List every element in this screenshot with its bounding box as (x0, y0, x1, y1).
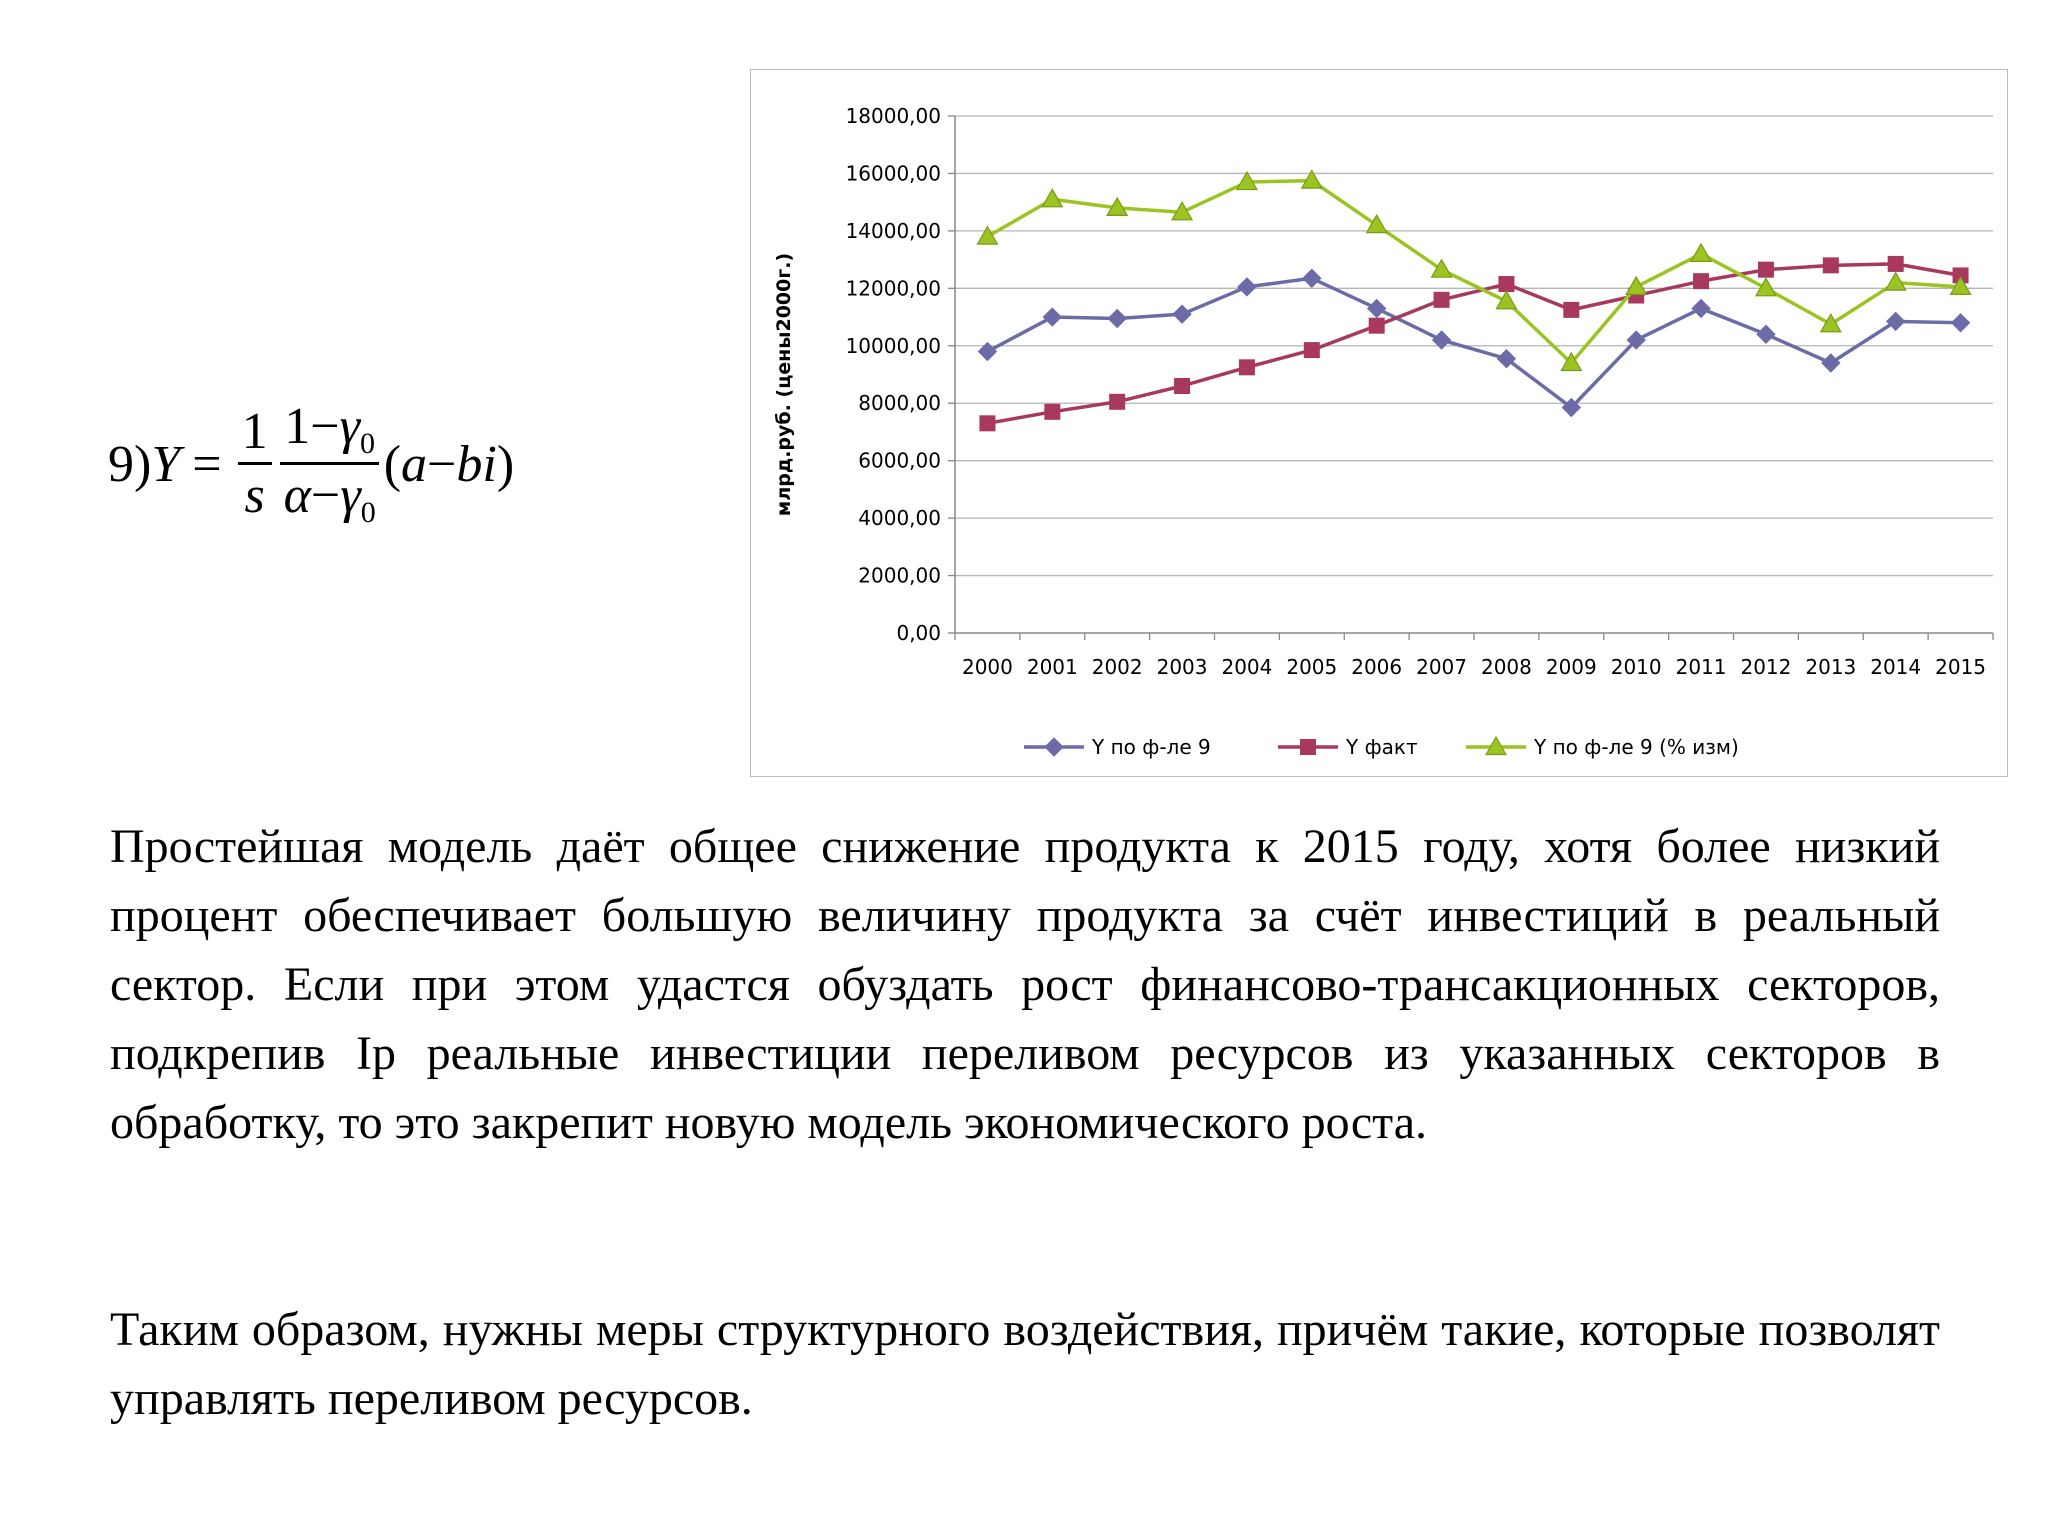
data-point (1691, 244, 1711, 262)
x-tick-label: 2008 (1480, 655, 1532, 679)
x-tick-label: 2002 (1091, 655, 1143, 679)
data-point (1042, 189, 1062, 207)
x-tick-label: 2012 (1740, 655, 1792, 679)
denominator-alpha: α (283, 466, 311, 524)
x-tick-label: 2001 (1026, 655, 1078, 679)
data-point (979, 415, 995, 431)
formula-prefix: 9) (108, 435, 152, 493)
y-tick-label: 14000,00 (845, 218, 941, 243)
legend (1024, 735, 1739, 759)
series-2 (979, 256, 1968, 431)
rhs-bi: bi (456, 435, 497, 493)
rhs-close-paren: ) (496, 435, 515, 493)
data-point (1692, 299, 1710, 317)
series-line (987, 181, 1960, 363)
x-tick-label: 2003 (1156, 655, 1208, 679)
series-3 (977, 171, 1970, 371)
data-point (1304, 342, 1320, 358)
y-tick-label: 10000,00 (845, 333, 941, 358)
x-tick-label: 2010 (1610, 655, 1662, 679)
data-point (1952, 314, 1970, 332)
y-tick-label: 16000,00 (845, 161, 941, 186)
numerator-minus: − (310, 398, 340, 455)
data-point (1756, 278, 1776, 296)
data-point (1758, 262, 1774, 278)
y-tick-label: 6000,00 (858, 448, 941, 473)
data-point (1174, 378, 1190, 394)
data-point (1434, 292, 1450, 308)
fraction2-denominator (280, 465, 380, 529)
x-tick-label: 2009 (1545, 655, 1597, 679)
y-tick-label: 8000,00 (858, 391, 941, 416)
data-point (1109, 394, 1125, 410)
line-chart (750, 69, 2008, 777)
data-point (1173, 305, 1191, 323)
data-point (1821, 314, 1841, 332)
data-point (1823, 257, 1839, 273)
data-point (1757, 325, 1775, 343)
y-tick-label: 18000,00 (845, 104, 941, 128)
formula-lhs: Y (151, 435, 181, 493)
data-point (1367, 215, 1387, 233)
data-point (1303, 269, 1321, 287)
data-point (1888, 256, 1904, 272)
series (977, 171, 1970, 432)
x-tick-label: 2005 (1286, 655, 1338, 679)
data-point (1238, 278, 1256, 296)
formula (108, 400, 514, 528)
legend-entry (1466, 735, 1739, 759)
legend-entry (1024, 735, 1211, 759)
data-point (1369, 318, 1385, 334)
paragraph-conclusion: Простейшая модель даёт общее снижение продукта к 2015 году, хотя более низкий процент обеспечивает большую величину продукта за счёт инвестиций в реальный сектор. Если при этом удастся обуздать рост финансово-трансакционных секторов, подкрепив Ip реальные инвестиции переливом ресурсов из указанных секторов в обработку, то это закрепит новую модель экономического роста. (110, 820, 1940, 1149)
data-point (977, 227, 997, 245)
gridlines (955, 116, 1993, 576)
x-tick-label: 2007 (1416, 655, 1468, 679)
y-tick-label: 0,00 (896, 621, 941, 645)
legend-label: Y по ф-ле 9 (1092, 735, 1211, 759)
y-tick-label: 4000,00 (858, 506, 941, 531)
y-tick-label: 12000,00 (845, 276, 941, 301)
chart-canvas (751, 70, 2009, 778)
numerator-gamma-subscript: 0 (360, 427, 376, 460)
data-point (1693, 273, 1709, 289)
data-point (1368, 299, 1386, 317)
data-point (1108, 309, 1126, 327)
denominator-minus: − (310, 466, 341, 524)
y-axis-label: млрд.руб. (цены2000г.) (773, 252, 795, 517)
axes (846, 104, 1993, 679)
data-point (1043, 308, 1061, 326)
legend-entry (1278, 735, 1418, 759)
data-point (1239, 359, 1255, 375)
legend-label: Y по ф-ле 9 (% изм) (1534, 735, 1739, 759)
legend-marker (1045, 738, 1063, 756)
data-point (1044, 404, 1060, 420)
fraction-one-over-s (238, 402, 272, 524)
x-tick-label: 2000 (961, 655, 1013, 679)
rhs-minus: − (427, 435, 457, 493)
data-point (1432, 260, 1452, 278)
fraction1-numerator: 1 (238, 405, 272, 465)
denominator-gamma: γ (340, 466, 361, 524)
series-line (987, 278, 1960, 407)
rhs-open-paren: ( (383, 435, 402, 493)
fraction2-numerator (280, 400, 379, 465)
data-point (1498, 276, 1514, 292)
numerator-gamma: γ (339, 398, 361, 455)
x-tick-label: 2006 (1351, 655, 1403, 679)
x-tick-label: 2004 (1221, 655, 1273, 679)
legend-marker (1300, 739, 1316, 755)
data-point (1822, 354, 1840, 372)
numerator-one: 1 (284, 398, 311, 455)
data-point (1626, 277, 1646, 295)
data-point (1887, 312, 1905, 330)
x-tick-label: 2011 (1675, 655, 1727, 679)
data-point (1496, 291, 1516, 309)
formula-equals: = (192, 435, 222, 493)
fraction-gamma (280, 400, 380, 528)
paragraph-summary: Таким образом, нужны меры структурного воздействия, причём такие, которые позволят управлять переливом ресурсов. (110, 1303, 1940, 1425)
x-tick-label: 2015 (1935, 655, 1987, 679)
x-tick-label: 2014 (1870, 655, 1922, 679)
x-tick-label: 2013 (1805, 655, 1857, 679)
rhs-a: a (401, 435, 428, 493)
denominator-gamma-subscript: 0 (360, 495, 376, 529)
data-point (1563, 302, 1579, 318)
legend-label: Y факт (1346, 735, 1418, 759)
fraction1-denominator: s (244, 466, 265, 524)
y-tick-label: 2000,00 (858, 563, 941, 588)
